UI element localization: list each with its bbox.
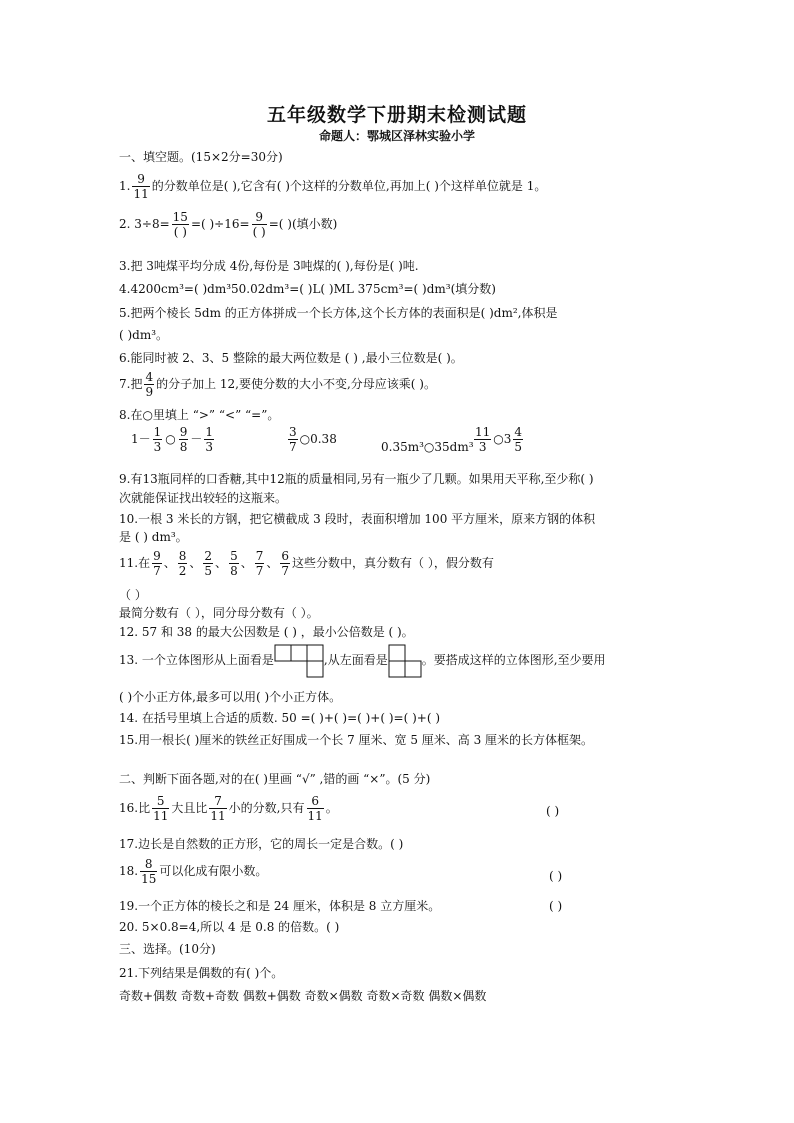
question-6: 6.能同时被 2、3、5 整除的最大两位数是 ( ) ,最小三位数是( )。: [119, 351, 463, 365]
question-21: 21.下列结果是偶数的有( )个。: [119, 966, 284, 980]
question-15: 15.用一根长( )厘米的铁丝正好围成一个长 7 厘米、宽 5 厘米、高 3 厘米的长方体框架。: [119, 733, 594, 747]
answer-box-19[interactable]: ( ): [549, 899, 563, 913]
section-1-heading: 一、填空题。(15×2分=30分): [119, 150, 283, 164]
top-view-figure: [274, 644, 324, 678]
question-13-line-2: ( )个小正方体,最多可以用( )个小正方体。: [119, 690, 342, 704]
question-3: 3.把 3吨煤平均分成 4份,每份是 3吨煤的( ),每份是( )吨.: [119, 259, 419, 273]
page-subtitle: 命题人：鄂城区泽林实验小学: [318, 129, 475, 143]
question-14: 14. 在括号里填上合适的质数. 50 =( )+( )=( )+( )=( )+( ): [119, 711, 441, 725]
fraction: $\frac{9}{11}$: [133, 172, 149, 201]
question-2: 2. 3÷8= $\frac{15}{( )}$ =( )÷16= $\frac{9}{( )}$ =( )(填小数): [119, 210, 338, 239]
page-title: 五年级数学下册期末检测试题: [266, 104, 527, 126]
question-20: 20. 5×0.8=4,所以 4 是 0.8 的倍数。( ): [119, 920, 340, 934]
question-10-line-2: 是 ( ) dm³。: [119, 530, 188, 544]
compare-expression-3: 0.35m³○35dm³: [381, 440, 474, 454]
fraction: $\frac{9}{( )}$: [252, 210, 266, 239]
question-9-line-1: 9.有13瓶同样的口香糖,其中12瓶的质量相同,另有一瓶少了几颗。如果用天平称,至少称( ): [119, 472, 594, 486]
question-16: 16.比 $\frac{5}{11}$ 大且比 $\frac{7}{11}$ 小的分数,只有 $\frac{6}{11}$ 。: [119, 794, 338, 823]
question-10-line-1: 10.一根 3 米长的方钢，把它横截成 3 段时，表面积增加 100 平方厘米，原来方钢的体积: [119, 512, 596, 526]
answer-box-18[interactable]: ( ): [549, 869, 563, 883]
question-11-line-2: （ ）: [119, 588, 147, 602]
compare-expression-1: 1－ $\frac{1}{3}$ ○ $\frac{9}{8}$ － $\frac{1}{3}$: [131, 425, 214, 454]
question-21-options: 奇数+偶数 奇数+奇数 偶数+偶数 奇数×偶数 奇数×奇数 偶数×偶数: [119, 989, 487, 1003]
question-4: 4.4200cm³=( )dm³50.02dm³=( )L( )ML 375cm³=( )dm³(填分数): [119, 282, 496, 296]
question-11-line-1: 11.在 $\frac{9}{7}$ 、 $\frac{8}{2}$ 、 $\frac{2}{5}$ 、 $\frac{5}{8}$ 、 $\frac{7}{7}$ 、 $\frac{6}{7}$ 这些分数中，真分数有（ ），假分数有: [119, 549, 494, 578]
section-2-heading: 二、判断下面各题,对的在( )里画 “√” ,错的画 “×”。(5 分): [119, 772, 431, 786]
fraction: $\frac{4}{9}$: [145, 370, 154, 399]
question-7: 7.把 $\frac{4}{9}$ 的分子加上 12,要使分数的大小不变,分母应该乘( )。: [119, 370, 436, 399]
answer-box-16[interactable]: ( ): [546, 804, 560, 818]
question-19: 19.一个正方体的棱长之和是 24 厘米，体积是 8 立方厘米。: [119, 899, 441, 913]
compare-expression-2: $\frac{3}{7}$ ○0.38: [289, 425, 337, 454]
question-11-line-3: 最简分数有（ ），同分母分数有（ ）。: [119, 606, 319, 620]
fraction: $\frac{15}{( )}$: [172, 210, 188, 239]
section-3-heading: 三、选择。(10分): [119, 942, 216, 956]
question-17: 17.边长是自然数的正方形，它的周长一定是合数。( ): [119, 837, 404, 851]
left-view-figure: [388, 644, 422, 678]
question-12: 12. 57 和 38 的最大公因数是 ( ) ，最小公倍数是 ( )。: [119, 625, 414, 639]
question-1: 1. $\frac{9}{11}$ 的分数单位是( ),它含有( )个这样的分数单位,再加上( )个这样单位就是 1。: [119, 172, 547, 201]
compare-circle[interactable]: ○: [165, 432, 176, 446]
question-8: 8.在○里填上 “>” “<” “=”。: [119, 408, 280, 422]
question-18: 18. $\frac{8}{15}$ 可以化成有限小数。: [119, 857, 268, 886]
question-9-line-2: 次就能保证找出较轻的这瓶来。: [119, 491, 288, 505]
question-5-line-2: ( )dm³。: [119, 328, 169, 342]
question-5-line-1: 5.把两个棱长 5dm 的正方体拼成一个长方体,这个长方体的表面积是( )dm²,体积是: [119, 306, 558, 320]
question-13: 13. 一个立体图形从上面看是 ,从左面看是 。要搭成这样的立体图形,至少要用: [119, 643, 606, 678]
compare-expression-4: $\frac{11}{3}$ ○3 $\frac{4}{5}$: [475, 425, 523, 454]
